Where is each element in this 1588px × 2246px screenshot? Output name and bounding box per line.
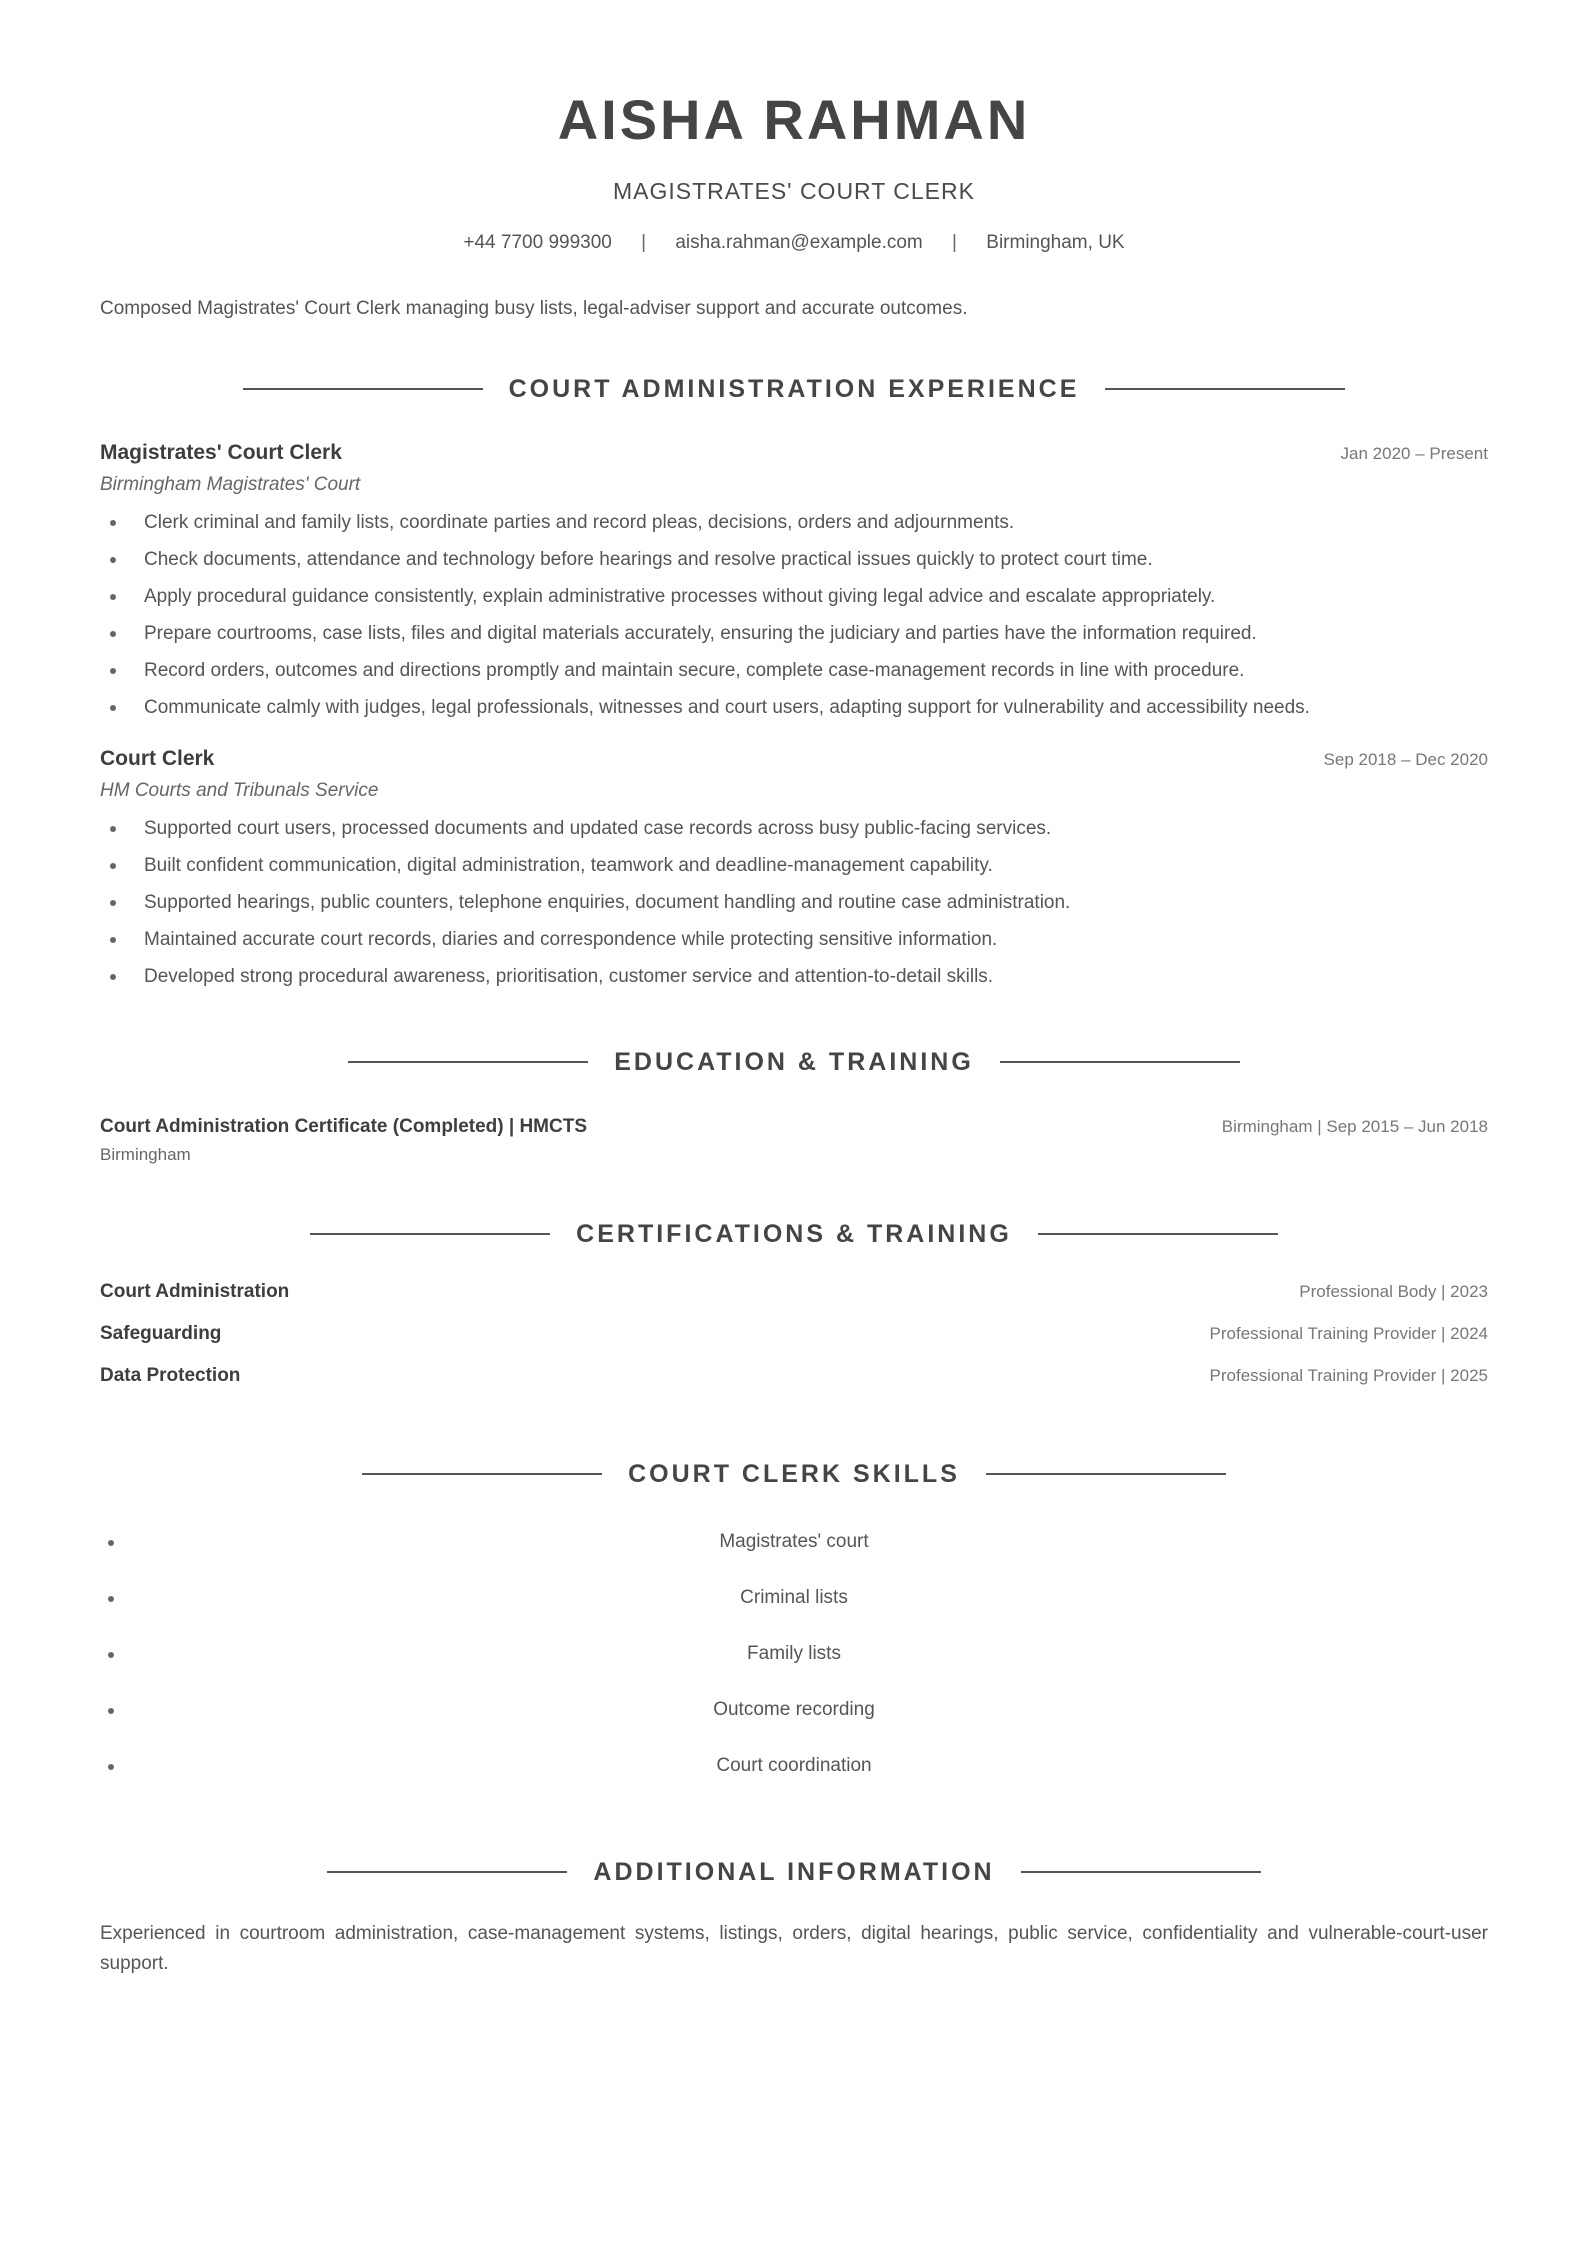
skill-item: Outcome recording [100,1693,1488,1749]
heading-rule-left [243,388,483,390]
job-bullet: Built confident communication, digital administration, teamwork and deadline-management capability. [100,847,1488,884]
skill-item: Criminal lists [100,1581,1488,1637]
heading-rule-right [986,1473,1226,1475]
job-bullet: Supported court users, processed documents and updated case records across busy public-facing services. [100,810,1488,847]
skill-item: Magistrates' court [100,1525,1488,1581]
job-bullets [100,504,1488,726]
certification-name: Safeguarding [100,1323,222,1344]
certification-name: Data Protection [100,1365,241,1386]
job-bullet: Supported hearings, public counters, telephone enquiries, document handling and routine case administration. [100,884,1488,921]
section-heading-label: COURT ADMINISTRATION EXPERIENCE [508,374,1080,403]
heading-rule-left [362,1473,602,1475]
certification-item [100,1365,1488,1407]
certification-meta: Professional Body | 2023 [1299,1282,1488,1301]
job-entry [100,744,1488,995]
job-bullets [100,810,1488,995]
heading-rule-right [1000,1061,1240,1063]
job-bullet: Maintained accurate court records, diaries and correspondence while protecting sensitive information. [100,921,1488,958]
section-heading-certifications [100,1217,1488,1251]
education-location: Birmingham [100,1145,191,1164]
section-heading-education [100,1045,1488,1079]
education-meta: Birmingham | Sep 2015 – Jun 2018 [1221,1117,1488,1136]
contact-separator: | [641,232,647,253]
certification-meta: Professional Training Provider | 2024 [1209,1324,1488,1343]
location: Birmingham, UK [986,232,1125,253]
heading-rule-right [1038,1233,1278,1235]
candidate-name: AISHA RAHMAN [557,88,1031,151]
certification-name: Court Administration [100,1281,290,1302]
section-heading-label: COURT CLERK SKILLS [628,1459,960,1488]
job-bullet: Developed strong procedural awareness, prioritisation, customer service and attention-to-detail skills. [100,958,1488,995]
skill-item: Family lists [100,1637,1488,1693]
job-bullet: Apply procedural guidance consistently, explain administrative processes without giving legal advice and escalate appropriately. [100,578,1488,615]
heading-rule-right [1021,1871,1261,1873]
additional-information-text: Experienced in courtroom administration, case-management systems, listings, orders, digital hearings, public service, confidentiality and vulnerable-court-user support. [100,1923,1488,1974]
job-entry [100,438,1488,726]
employer-name: HM Courts and Tribunals Service [100,780,379,801]
job-title: Court Clerk [100,747,215,770]
education-title: Court Administration Certificate (Completed) | HMCTS [100,1116,588,1137]
job-dates: Sep 2018 – Dec 2020 [1323,750,1488,769]
job-dates: Jan 2020 – Present [1340,444,1488,463]
section-heading-skills [100,1457,1488,1491]
certification-meta: Professional Training Provider | 2025 [1209,1366,1488,1385]
job-bullet: Check documents, attendance and technology before hearings and resolve practical issues quickly to protect court time. [100,541,1488,578]
certification-item [100,1281,1488,1323]
job-bullet: Clerk criminal and family lists, coordinate parties and record pleas, decisions, orders and adjournments. [100,504,1488,541]
education-entry [100,1113,1488,1167]
contact-separator: | [952,232,957,253]
section-heading-label: EDUCATION & TRAINING [614,1047,974,1076]
email-address: aisha.rahman@example.com [675,232,923,253]
heading-rule-left [310,1233,550,1235]
phone-number: +44 7700 999300 [463,232,612,253]
skill-item: Court coordination [100,1749,1488,1805]
certification-list [100,1281,1488,1407]
job-bullet: Prepare courtrooms, case lists, files and digital materials accurately, ensuring the judiciary and parties have the information required. [100,615,1488,652]
profile-summary: Composed Magistrates' Court Clerk managing busy lists, legal-adviser support and accurate outcomes. [100,298,968,319]
contact-line [100,230,1488,256]
certification-item [100,1323,1488,1365]
heading-rule-left [327,1871,567,1873]
skills-list [100,1525,1488,1805]
job-bullet: Record orders, outcomes and directions promptly and maintain secure, complete case-management records in line with procedure. [100,652,1488,689]
heading-rule-right [1105,388,1345,390]
employer-name: Birmingham Magistrates' Court [100,474,361,495]
job-bullet: Communicate calmly with judges, legal professionals, witnesses and court users, adapting support for vulnerability and accessibility needs. [100,689,1488,726]
heading-rule-left [348,1061,588,1063]
section-heading-experience [100,372,1488,406]
section-heading-additional [100,1855,1488,1889]
section-heading-label: CERTIFICATIONS & TRAINING [576,1219,1012,1248]
job-title-heading: MAGISTRATES' COURT CLERK [613,178,975,204]
job-title: Magistrates' Court Clerk [100,441,342,464]
section-heading-label: ADDITIONAL INFORMATION [593,1857,995,1886]
